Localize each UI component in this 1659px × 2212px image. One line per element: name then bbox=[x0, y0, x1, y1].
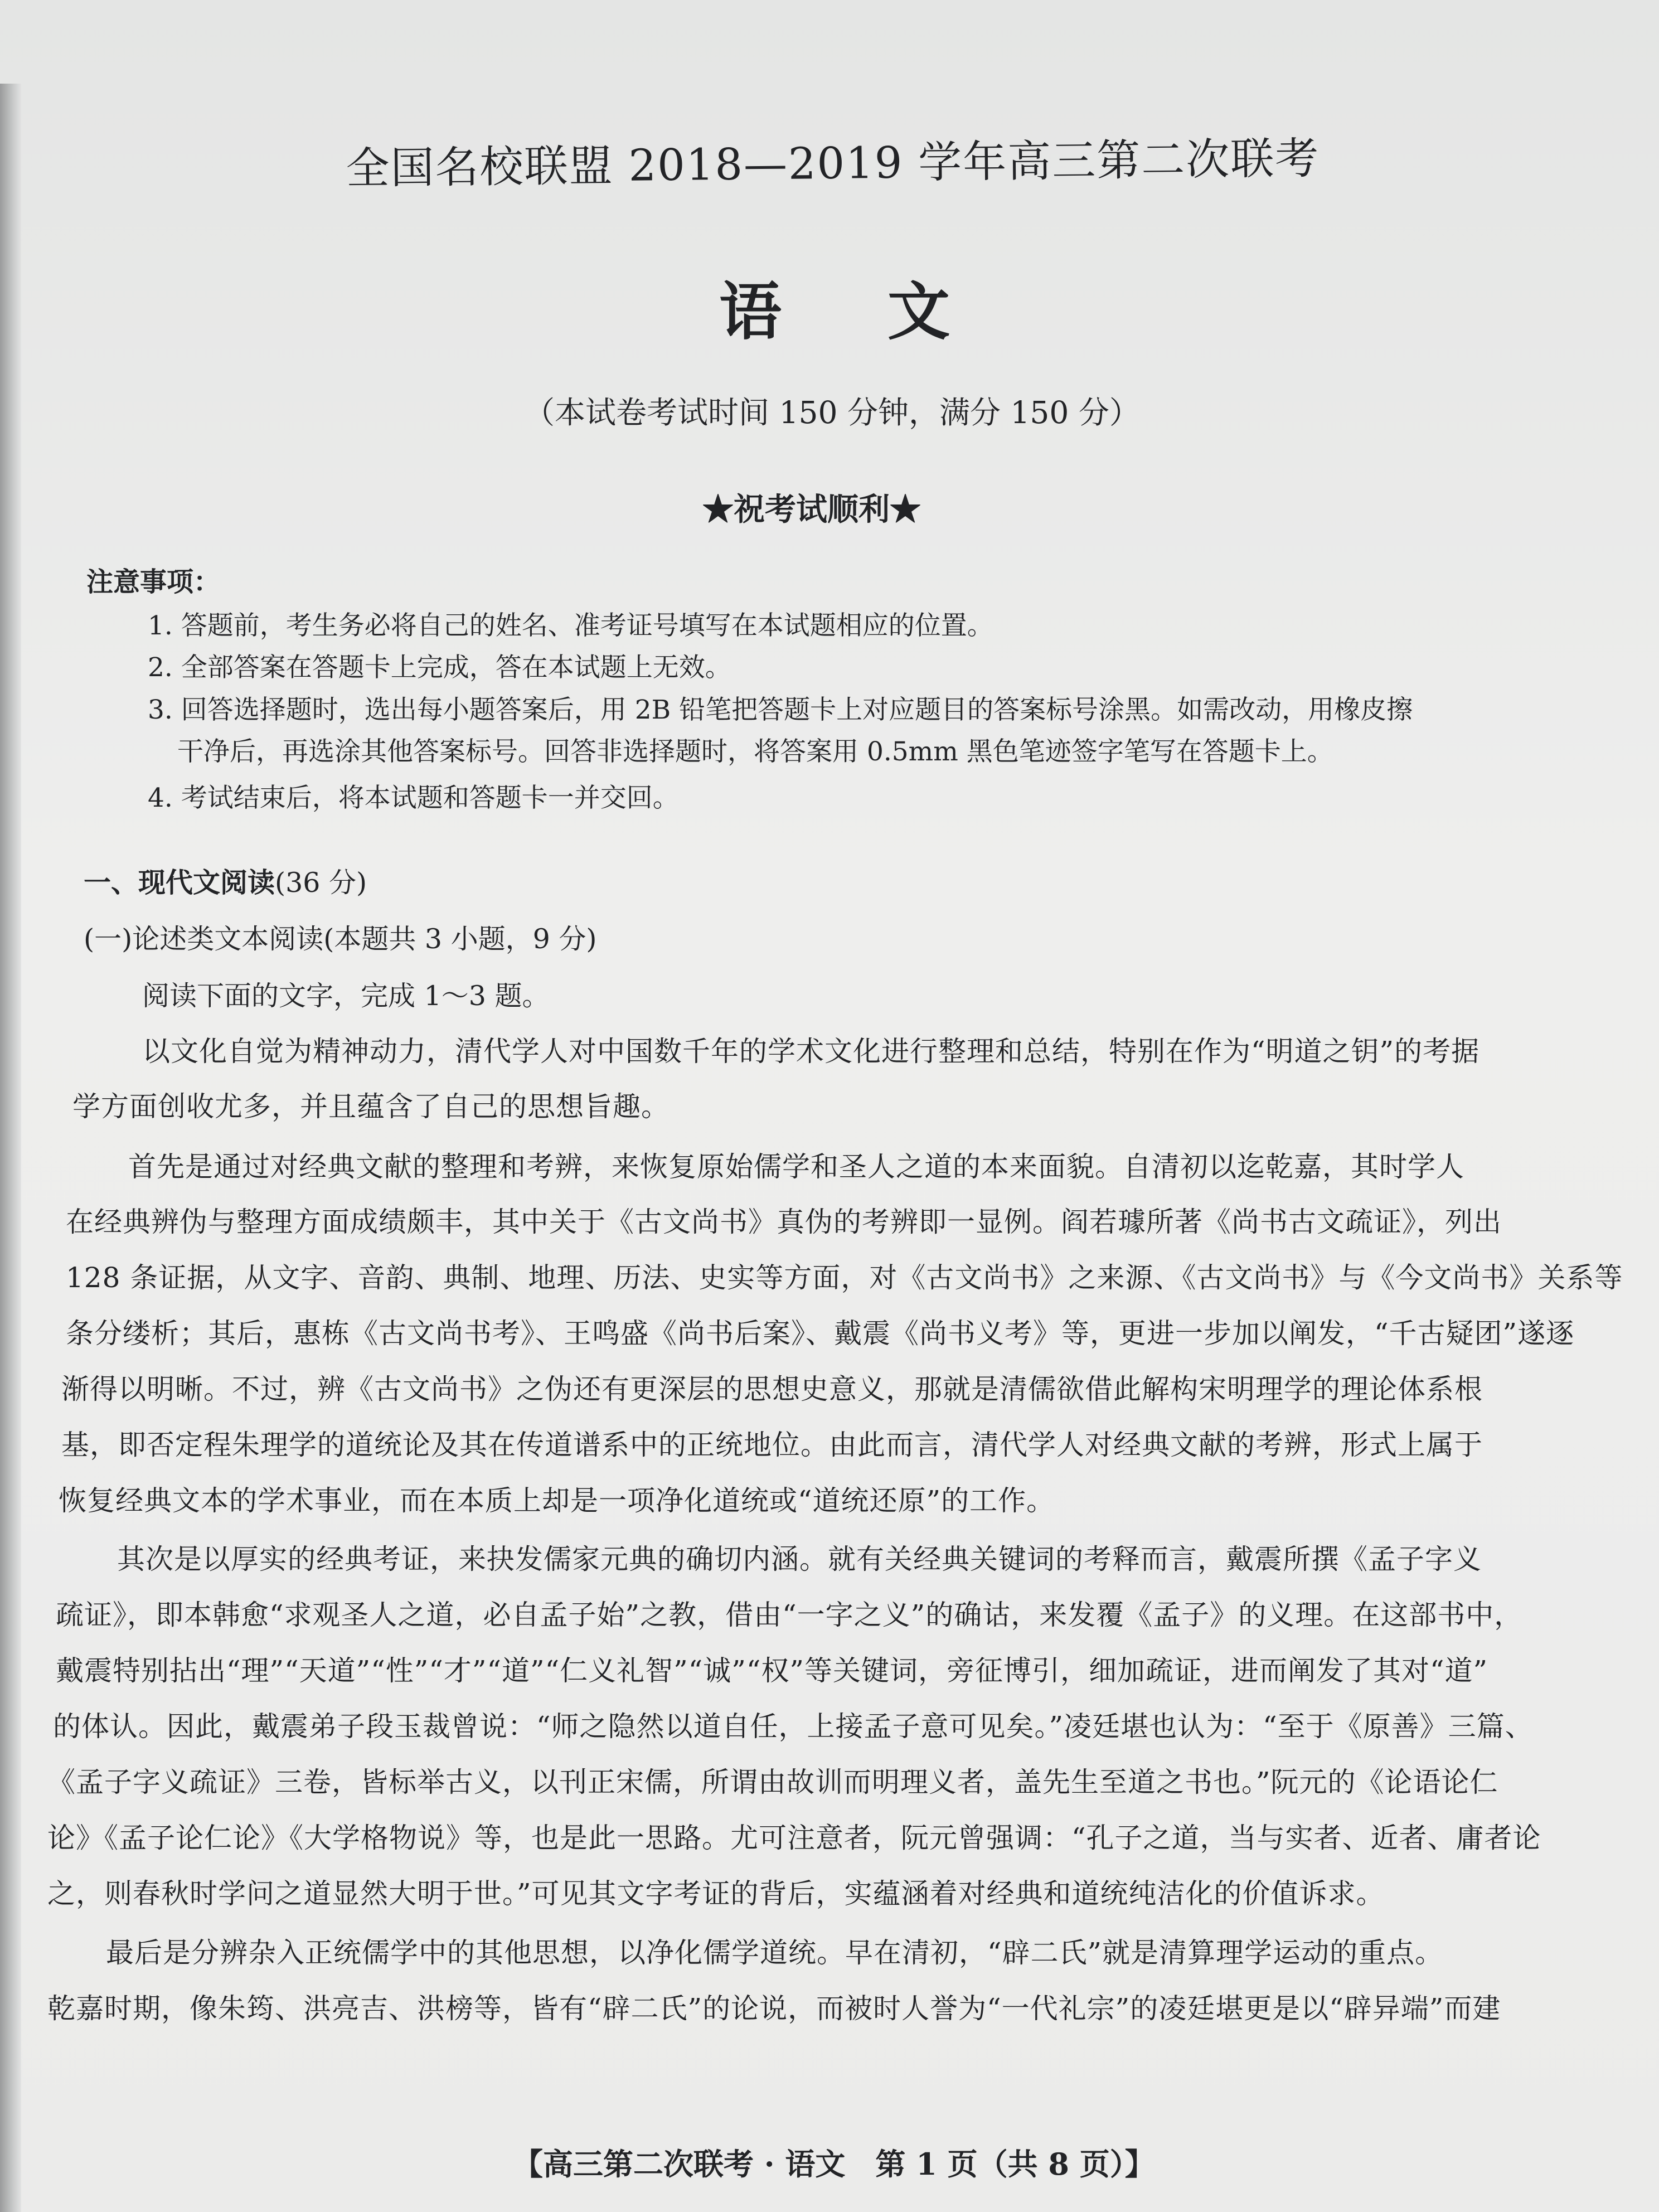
passage-line-6: 条分缕析；其后，惠栋《古文尚书考》、王鸣盛《尚书后案》、戴震《尚书义考》等，更进一步加以阐发，“千古疑团”遂逐 bbox=[66, 1317, 1575, 1350]
subsection-heading: (一)论述类文本阅读(本题共 3 小题，9 分) bbox=[84, 923, 597, 955]
passage-line-18: 乾嘉时期，像朱筠、洪亮吉、洪榜等，皆有“辟二氏”的论说，而被时人誉为“一代礼宗”的凌廷堪更是以“辟异端”而建 bbox=[47, 1992, 1501, 2025]
exam-title: 全国名校联盟 2018—2019 学年高三第二次联考 bbox=[346, 133, 1320, 194]
reading-instruction: 阅读下面的文字，完成 1～3 题。 bbox=[142, 980, 550, 1012]
passage-line-3: 首先是通过对经典文献的整理和考辨，来恢复原始儒学和圣人之道的本来面貌。自清初以迄乾嘉，其时学人 bbox=[128, 1151, 1464, 1183]
notice-item-4: 4. 考试结束后，将本试题和答题卡一并交回。 bbox=[148, 783, 679, 813]
passage-line-8: 基，即否定程朱理学的道统论及其在传道谱系中的正统地位。由此而言，清代学人对经典文献的考辨，形式上属于 bbox=[61, 1429, 1483, 1461]
passage-line-1: 以文化自觉为精神动力，清代学人对中国数千年的学术文化进行整理和总结，特别在作为“明道之钥”的考据 bbox=[142, 1035, 1480, 1068]
paper-left-edge bbox=[0, 84, 21, 2212]
notice-item-1: 1. 答题前，考生务必将自己的姓名、准考证号填写在本试题相应的位置。 bbox=[148, 610, 993, 641]
section-score: (36 分) bbox=[275, 867, 367, 899]
passage-line-2: 学方面创收尤多，并且蕴含了自己的思想旨趣。 bbox=[72, 1090, 670, 1123]
notice-item-3-continued: 干净后，再选涂其他答案标号。回答非选择题时，将答案用 0.5mm 黑色笔迹签字笔写在答题卡上。 bbox=[177, 736, 1333, 767]
passage-line-7: 渐得以明晰。不过，辨《古文尚书》之伪还有更深层的思想史意义，那就是清儒欲借此解构宋明理学的理论体系根 bbox=[61, 1373, 1483, 1405]
passage-line-4: 在经典辨伪与整理方面成绩颇丰，其中关于《古文尚书》真伪的考辨即一显例。阎若璩所著《尚书古文疏证》，列出 bbox=[66, 1206, 1502, 1238]
exam-duration: （本试卷考试时间 150 分钟，满分 150 分） bbox=[524, 395, 1140, 430]
good-luck-banner: ★祝考试顺利★ bbox=[702, 491, 921, 528]
passage-line-12: 戴震特别拈出“理”“天道”“性”“才”“道”“仁义礼智”“诚”“权”等关键词，旁征博引，细加疏证，进而阐发了其对“道” bbox=[56, 1655, 1488, 1687]
section-heading bbox=[84, 861, 367, 900]
passage-line-13: 的体认。因此，戴震弟子段玉裁曾说：“师之隐然以道自任，上接孟子意可见矣。”凌廷堪也认为：“至于《原善》三篇、 bbox=[53, 1710, 1534, 1743]
passage-line-16: 之，则春秋时学问之道显然大明于世。”可见其文字考证的背后，实蕴涵着对经典和道统纯洁化的价值诉求。 bbox=[47, 1878, 1385, 1910]
notice-item-3: 3. 回答选择题时，选出每小题答案后，用 2B 铅笔把答题卡上对应题目的答案标号涂黑。如需改动，用橡皮擦 bbox=[148, 695, 1413, 725]
notice-heading: 注意事项： bbox=[86, 566, 221, 598]
notice-item-2: 2. 全部答案在答题卡上完成，答在本试题上无效。 bbox=[148, 652, 731, 683]
passage-line-10: 其次是以厚实的经典考证，来抉发儒家元典的确切内涵。就有关经典关键词的考释而言，戴震所撰《孟子字义 bbox=[117, 1543, 1482, 1575]
passage-line-9: 恢复经典文本的学术事业，而在本质上却是一项净化道统或“道统还原”的工作。 bbox=[59, 1485, 1055, 1517]
passage-line-14: 《孟子字义疏证》三卷，皆标举古义，以刊正宋儒，所谓由故训而明理义者，盖先生至道之书也。”阮元的《论语论仁 bbox=[47, 1766, 1498, 1798]
page-footer: 【高三第二次联考 · 语文 第 1 页（共 8 页）】 bbox=[513, 2146, 1155, 2182]
passage-line-11: 疏证》，即本韩愈“求观圣人之道，必自孟子始”之教，借由“一字之义”的确诂，来发覆《孟子》的义理。在这部书中， bbox=[56, 1599, 1523, 1631]
passage-line-15: 论》《孟子论仁论》《大学格物说》等，也是此一思路。尤可注意者，阮元曾强调：“孔子之道，当与实者、近者、庸者论 bbox=[47, 1822, 1541, 1854]
passage-line-17: 最后是分辨杂入正统儒学中的其他思想，以净化儒学道统。早在清初，“辟二氏”就是清算理学运动的重点。 bbox=[106, 1937, 1444, 1969]
passage-line-5: 128 条证据，从文字、音韵、典制、地理、历法、史实等方面，对《古文尚书》之来源、《古文尚书》与《今文尚书》关系等 bbox=[66, 1262, 1623, 1294]
section-title: 一、现代文阅读 bbox=[84, 866, 275, 899]
subject-heading: 语文 bbox=[719, 275, 1056, 348]
